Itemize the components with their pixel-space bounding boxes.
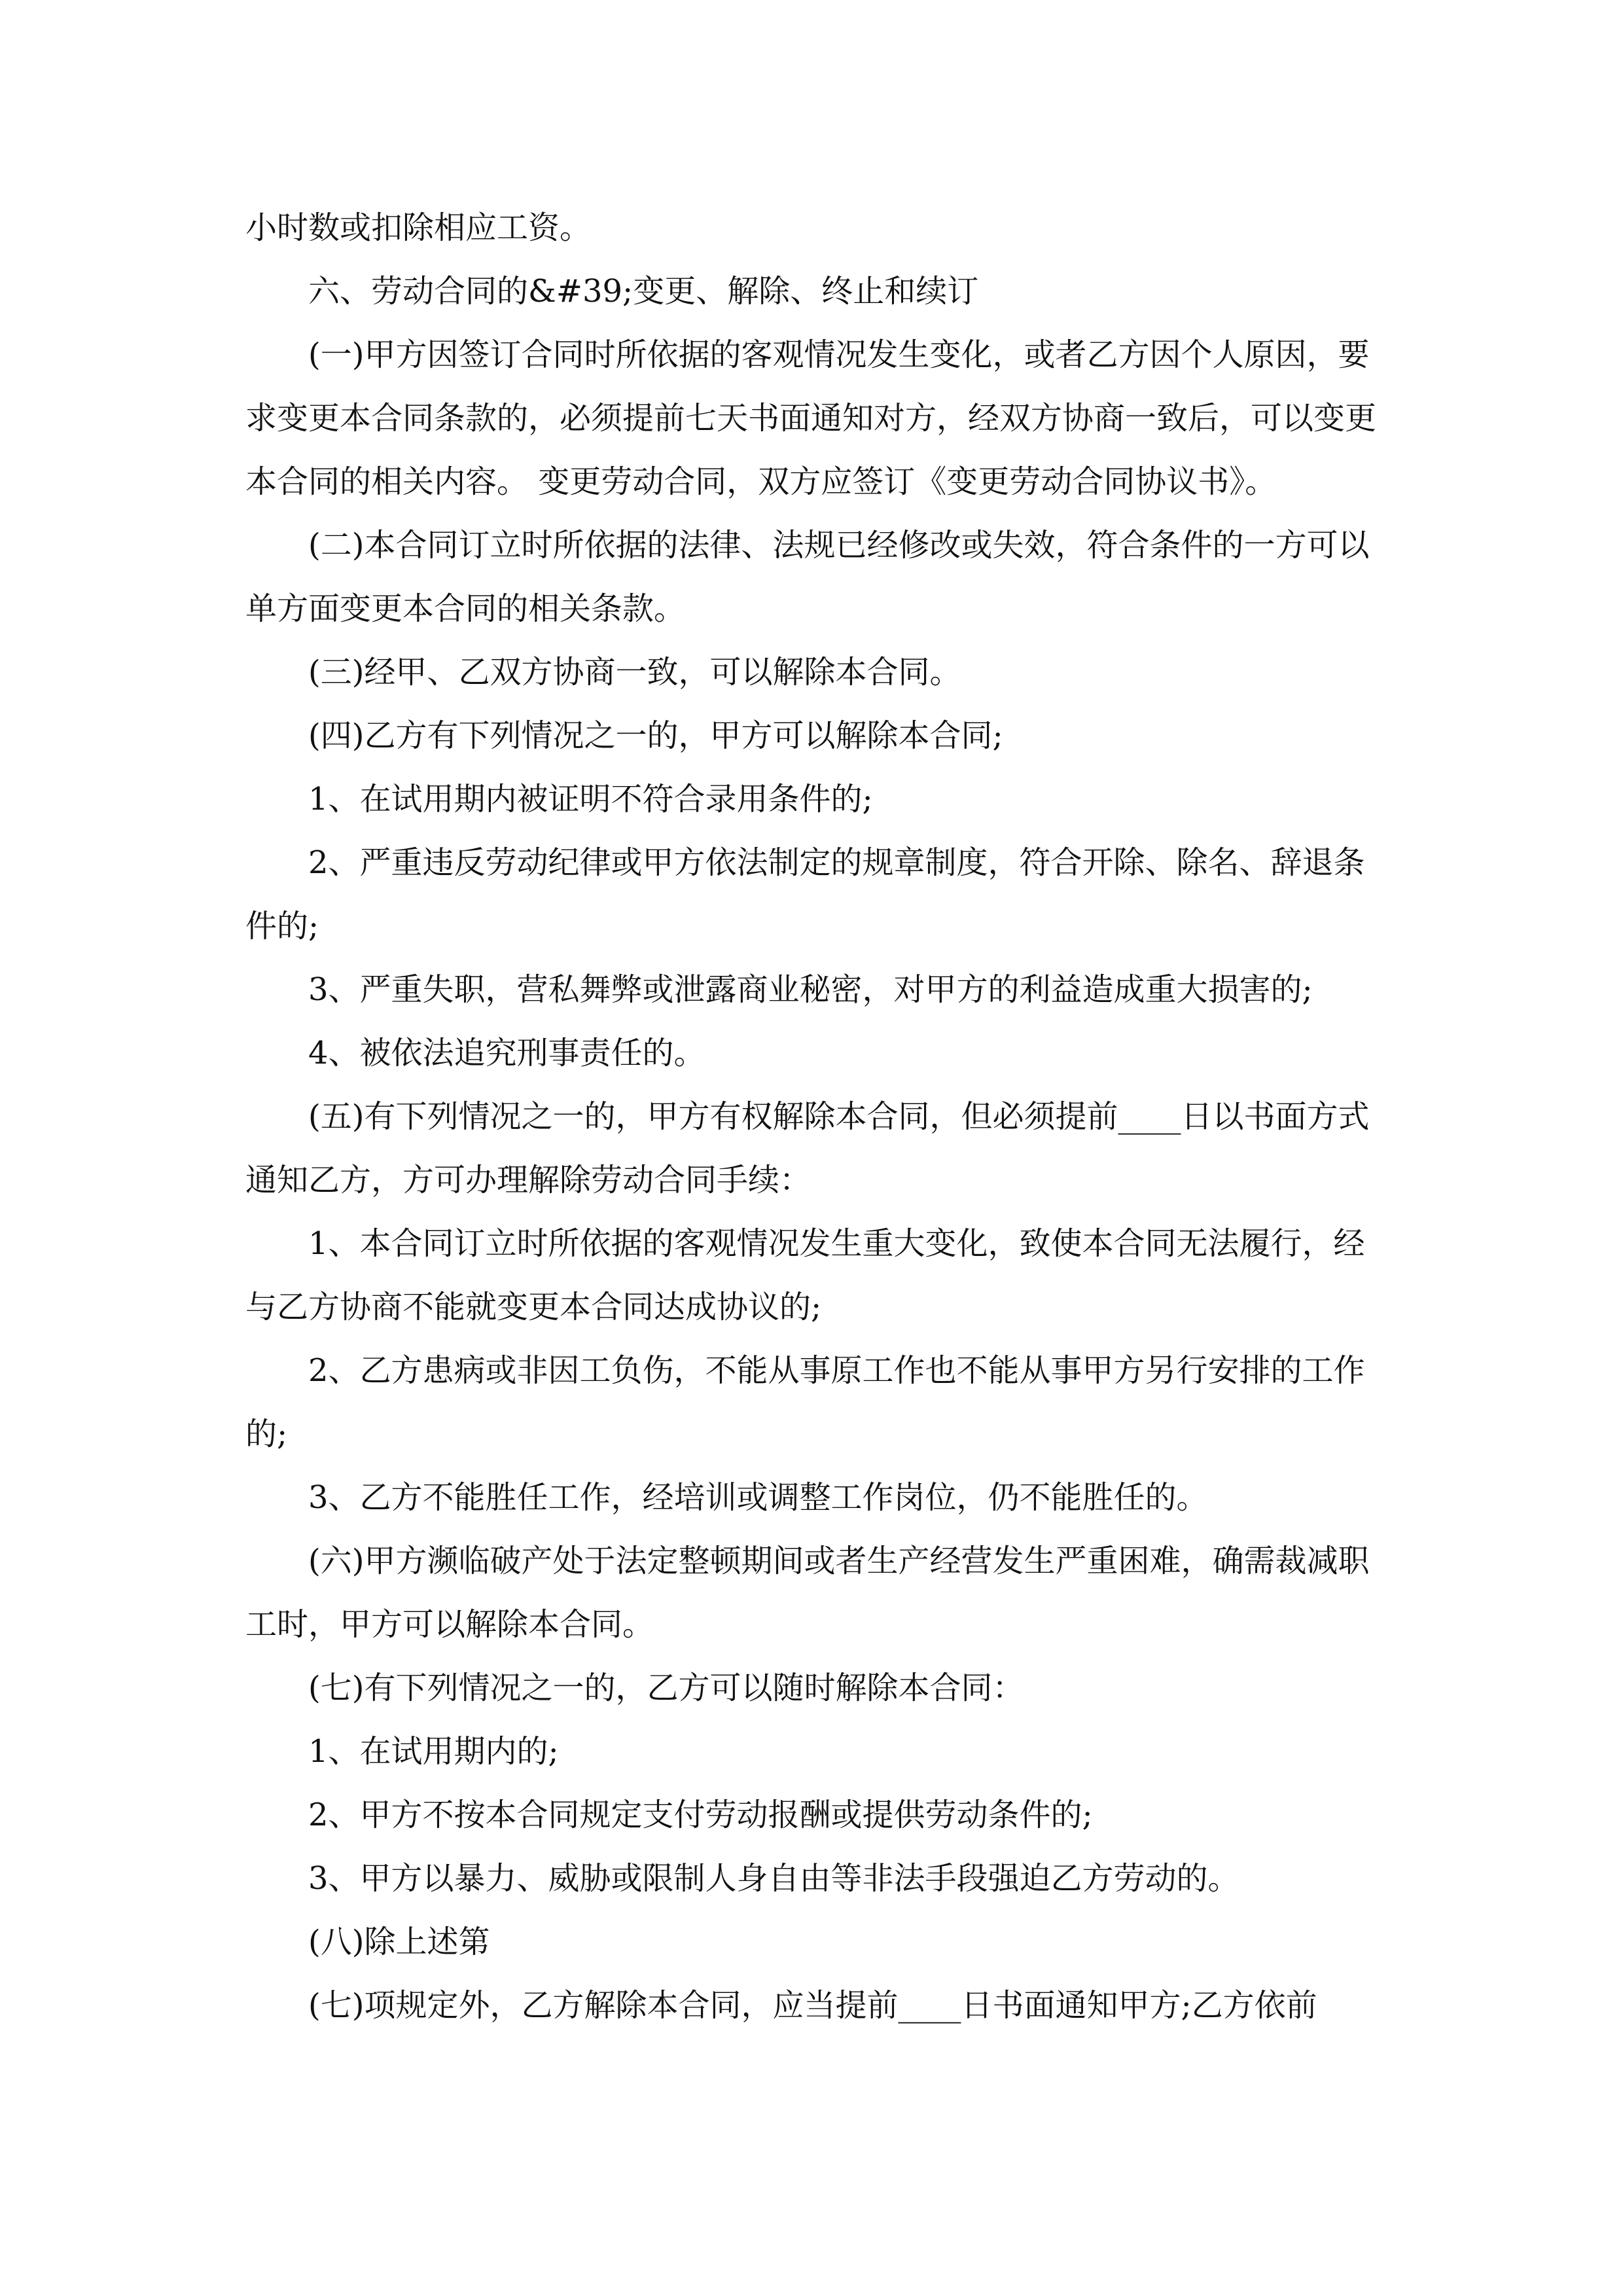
list-item: 2、乙方患病或非因工负伤，不能从事原工作也不能从事甲方另行安排的工作的;: [245, 1352, 1365, 1452]
list-item: 1、在试用期内的;: [308, 1733, 559, 1770]
paragraph: (一)甲方因签订合同时所依据的客观情况发生变化，或者乙方因个人原因，要求变更本合同条款的，必须提前七天书面通知对方，经双方协商一致后，可以变更本合同的相关内容。 变更劳动合同，双方应签订《变更劳动合同协议书》。: [245, 336, 1377, 500]
document-body: [245, 196, 1384, 2037]
paragraph: (七)项规定外，乙方解除本合同，应当提前____日书面通知甲方;乙方依前: [308, 1987, 1317, 2024]
list-item: 2、严重违反劳动纪律或甲方依法制定的规章制度，符合开除、除名、辞退条件的;: [245, 844, 1365, 944]
list-item: 4、被依法追究刑事责任的。: [308, 1035, 705, 1071]
list-item: 2、甲方不按本合同规定支付劳动报酬或提供劳动条件的;: [308, 1797, 1093, 1833]
list-item: 3、严重失职，营私舞弊或泄露商业秘密，对甲方的利益造成重大损害的;: [308, 971, 1313, 1008]
section-heading: 六、劳动合同的&#39;变更、解除、终止和续订: [308, 273, 979, 310]
paragraph: (二)本合同订立时所依据的法律、法规已经修改或失效，符合条件的一方可以单方面变更本合同的相关条款。: [245, 527, 1370, 627]
paragraph: (四)乙方有下列情况之一的，甲方可以解除本合同;: [308, 717, 1003, 754]
paragraph: (八)除上述第: [308, 1924, 490, 1960]
list-item: 3、甲方以暴力、威胁或限制人身自由等非法手段强迫乙方劳动的。: [308, 1860, 1240, 1897]
paragraph: (七)有下列情况之一的，乙方可以随时解除本合同：: [308, 1670, 1024, 1706]
paragraph: 小时数或扣除相应工资。: [245, 209, 592, 246]
list-item: 3、乙方不能胜任工作，经培训或调整工作岗位，仍不能胜任的。: [308, 1479, 1208, 1516]
list-item: 1、本合同订立时所依据的客观情况发生重大变化，致使本合同无法履行，经与乙方协商不能就变更本合同达成协议的;: [245, 1225, 1365, 1325]
paragraph: (六)甲方濒临破产处于法定整顿期间或者生产经营发生严重困难，确需裁减职工时，甲方可以解除本合同。: [245, 1543, 1370, 1643]
paragraph: (三)经甲、乙双方协商一致，可以解除本合同。: [308, 654, 961, 691]
paragraph: (五)有下列情况之一的，甲方有权解除本合同，但必须提前____日以书面方式通知乙方，方可办理解除劳动合同手续：: [245, 1098, 1370, 1198]
list-item: 1、在试用期内被证明不符合录用条件的;: [308, 781, 873, 817]
